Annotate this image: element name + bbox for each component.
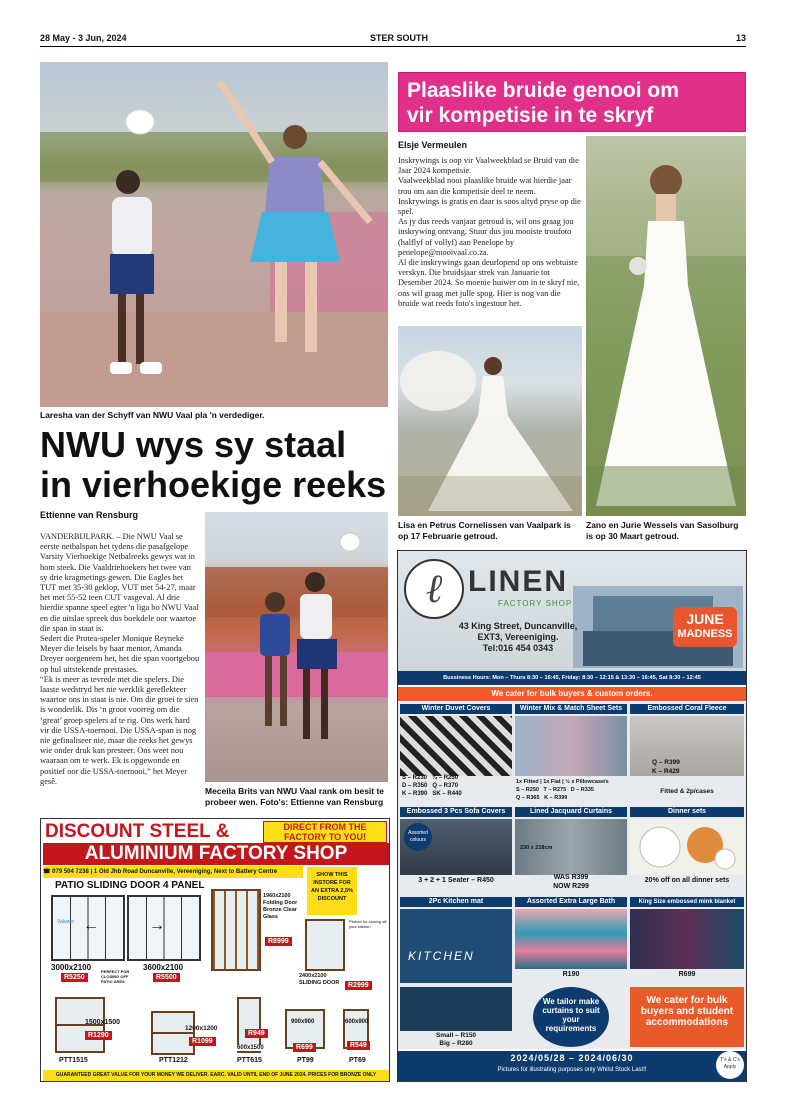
show-instore-badge: SHOW THIS INSTORE FOR AN EXTRA 2,5% DISCOUNT xyxy=(307,867,357,915)
mix-match-header: Winter Mix & Match Sheet Sets xyxy=(515,704,627,714)
fitted-label: Fitted & 2p/cases xyxy=(660,788,714,795)
bath-price: R190 xyxy=(562,971,580,978)
direct-box xyxy=(263,821,387,843)
patio-door-3000 xyxy=(51,895,125,961)
dinner-discount: 20% off on all dinner sets xyxy=(644,877,730,884)
window-1212-size: 1200x1200 xyxy=(185,1025,218,1032)
perfect-kitchen: Perfect for closing off your kitchen xyxy=(349,919,387,929)
netball-byline: Ettienne van Rensburg xyxy=(40,510,139,520)
brides-headline-line2: vir kompetisie in te skryf xyxy=(407,104,654,127)
brides-paragraph-2: Vaalweekblad nooi plaaslike bruide wat hierdie jaar trou om aan die kompetisie deel te neem. xyxy=(398,176,572,196)
folding-price: R8999 xyxy=(265,937,292,946)
window-615-size: 600x1500 xyxy=(237,1045,264,1051)
coral-fleece-header: Embossed Coral Fleece xyxy=(630,704,744,714)
sheet-image xyxy=(515,716,627,776)
steel-footer: GUARANTEED GREAT VALUE FOR YOUR MONEY WE DELIVER. EARC. VALID UNTIL END OF JUNE 2024. PRICES FOR BRONZE ONLY xyxy=(43,1070,389,1081)
folding-desc: 1960x2100 Folding Door Bronze Clear Glass xyxy=(263,893,298,920)
kitchen-mat-image xyxy=(400,909,512,983)
netball-photo-1-caption: Laresha van der Schyff van NWU Vaal pla 'n verdediger. xyxy=(40,410,265,420)
folding-door xyxy=(211,889,261,971)
brides-headline-box xyxy=(398,72,746,132)
fleece-prices: Q – R399 K – R429 xyxy=(652,759,680,775)
linen-tel: Tel:016 454 0343 xyxy=(482,643,554,653)
blanket-image xyxy=(630,909,744,969)
header-rule xyxy=(40,46,746,47)
brides-paragraph-3: Inskrywings is gratis en daar is soos altyd pryse op die spel. xyxy=(398,196,581,217)
price-3600: R5500 xyxy=(153,973,180,982)
window-615-price: R949 xyxy=(245,1029,268,1038)
issue-date: 28 May - 3 Jun, 2024 xyxy=(40,33,127,43)
brides-article-body xyxy=(398,156,581,324)
bride-photo-lisa xyxy=(398,326,582,516)
curtain-was: WAS R399 xyxy=(553,874,589,881)
promo-dates: 2024/05/28 – 2024/06/30 xyxy=(510,1053,634,1063)
kitchen-mat-image-2 xyxy=(400,987,512,1031)
brides-paragraph-4: As jy dus reeds vanjaar getroud is, wil ons graag jou inskrywing ontvang. Stuur dus jou mooiste troufoto (halflyf of vollyf) aan Penelope by penelope@mooivaal.co.za. xyxy=(398,217,574,257)
arrow-right-icon: → xyxy=(149,917,165,934)
linen-address-line2: EXT3, Vereeniging. xyxy=(477,632,559,642)
fleece-image xyxy=(630,716,744,776)
window-1212-code: PTT1212 xyxy=(159,1057,188,1064)
direct-line2: FACTORY TO YOU! xyxy=(283,832,366,842)
june-madness-badge xyxy=(673,607,737,647)
linen-row-3 xyxy=(398,897,746,987)
linen-banner xyxy=(398,551,746,671)
sliding-price: R2999 xyxy=(345,981,372,990)
netball-paragraph-2: Sedert die Protea-speler Monique Reyneke Meyer die leisels by haar mentor, Amanda Dreyer oorgeneem het, het die span voortgebou op hul uitstekende prestasies. xyxy=(40,634,200,674)
window-69-code: PT69 xyxy=(349,1057,366,1064)
page-header xyxy=(40,33,746,45)
sofa-price: 3 + 2 + 1 Seater – R450 xyxy=(418,877,494,884)
netball-photo-2 xyxy=(205,512,388,782)
dinner-image xyxy=(630,819,744,875)
tcs-apply: T's & C's Apply xyxy=(716,1051,744,1079)
linen-row-2 xyxy=(398,807,746,897)
june-label: JUNE xyxy=(686,611,724,627)
illustrative-note: Pictures for illustrating purposes only Whilst Stock Last!! xyxy=(497,1067,647,1073)
dinner-plates-icon xyxy=(630,819,744,875)
arrow-left-icon: ← xyxy=(83,917,99,934)
winter-duvet-header: Winter Duvet Covers xyxy=(400,704,512,714)
linen-logo: ℓ xyxy=(404,559,464,619)
netball-photo-2-caption: Meceila Brits van NWU Vaal rank om besit te probeer wen. Foto's: Ettienne van Rensburg xyxy=(205,786,385,807)
brides-paragraph-5: Al die inskrywings gaan deurlopend op ons webtuiste verskyn. Die bruidsjaar strek van Januarie tot Desember 2024. So moenie huiwer om in te skryf nie, ons wil graag met julle spog. Hier is nog van die bruide wat reeds foto's ingestuur het. xyxy=(398,258,580,308)
linen-logo-name: LINEN xyxy=(468,565,568,598)
bath-sheets-image xyxy=(515,909,627,969)
steel-phone: 079 504 7238 xyxy=(52,869,89,875)
brides-byline: Elsje Vermeulen xyxy=(398,140,468,150)
assorted-badge: Assorted colours xyxy=(404,823,432,851)
tailor-badge: We tailor make curtains to suit your requirements xyxy=(533,987,609,1047)
window-69-price: R549 xyxy=(347,1041,370,1050)
steel-title-2: ALUMINIUM FACTORY SHOP xyxy=(43,843,389,865)
netball-photo-1 xyxy=(40,62,388,407)
sliding-door xyxy=(305,919,345,971)
kitchen-mat-word: KITCHEN xyxy=(408,949,475,963)
window-99-price: R699 xyxy=(293,1043,316,1052)
direct-line1: DIRECT FROM THE xyxy=(283,822,367,832)
sheet-prices: 1x Fitted | 1x Flat | ½ x Pillowcase/s S – R250 T – R275 D – R335 Q – R365 K – R399 xyxy=(516,779,609,801)
size-3000: 3000x2100 xyxy=(51,963,92,972)
linen-row-4 xyxy=(398,987,746,1049)
size-3600: 3600x2100 xyxy=(143,963,184,972)
linen-logo-sub: FACTORY SHOP xyxy=(498,599,573,608)
curtain-now: NOW R299 xyxy=(553,883,589,890)
mink-blanket-header: King Size embossed mink blanket xyxy=(630,897,744,907)
mat-prices: Small – R150 Big – R280 xyxy=(435,1032,477,1047)
curtain-size: 230 x 218cm xyxy=(520,845,553,851)
jacquard-curtains-header: Lined Jacquard Curtains xyxy=(515,807,627,817)
netball-article-body xyxy=(40,532,200,804)
phone-icon: ☎ xyxy=(43,869,51,875)
curtain-was-now xyxy=(515,873,627,891)
linen-address xyxy=(428,621,608,654)
price-3000: R5250 xyxy=(61,973,88,982)
steel-title-1: DISCOUNT STEEL & xyxy=(45,821,230,842)
blanket-price: R699 xyxy=(678,971,696,978)
linen-address-line1: 43 King Street, Duncanville, xyxy=(458,621,578,631)
kitchen-mat-header: 2Pc Kitchen mat xyxy=(400,897,512,907)
netball-paragraph-3: “Ek is meer as tevrede met die spelers. Die laaste wedstryd het nie werklik gereflekteer waartoe ons in staat is nie. Om die groei te sien is wonderlik. Dis ‘n groot voorreg om die ‘great’ groep spelers af te rig. Ons werk hard vir die USSA-toernooi. Die USSA-span is nog nie gefinaliseer nie, maar die reeks het gewys wie onder druk kan presteer. Ons weet nou waaraan om te werk. Ek is opgewonde en positief oor die USSA-toernooi,” het Meyer gesê. xyxy=(40,674,199,786)
window-99-size: 900x900 xyxy=(291,1019,315,1025)
linen-footer xyxy=(398,1051,746,1081)
linen-bulk-banner: We cater for bulk buyers & custom orders. xyxy=(398,687,746,701)
duvet-prices: S – R230 ¾ – R250 D – R350 Q – R370 K – R390 SK – R440 xyxy=(402,775,462,797)
duvet-image xyxy=(400,716,512,776)
netball-headline-line1: NWU wys sy staal xyxy=(40,424,347,465)
perfect-patio: PERFECT FOR CLOSING OFF PATIO AREA xyxy=(101,969,130,984)
steel-address: 1 Old Jhb Road Duncanville, Vereeniging, Next to Battery Centre xyxy=(93,869,278,875)
bride-photo-zano xyxy=(586,136,746,516)
brides-headline-line1: Plaaslike bruide genooi om xyxy=(407,79,679,102)
patio-door-3600 xyxy=(127,895,201,961)
brides-paragraph-1: Inskrywings is oop vir Vaalweekblad se Bruid van die Jaar 2024 kompetisie. xyxy=(398,156,579,176)
window-69-size: 600x900 xyxy=(345,1019,369,1025)
valuwin-logo: Valuwin xyxy=(57,919,75,925)
bath-sheets-header: Assorted Extra Large Bath xyxy=(515,897,627,907)
dinner-sets-header: Dinner sets xyxy=(630,807,744,817)
linen-row-1 xyxy=(398,702,746,807)
netball-paragraph-1: VANDERBIJLPARK. – Die NWU Vaal se eerste netbalspan het tydens die pasafgelope Varsity Vierhoekige Netbalreeks gewys wat in hom steek. Die Vaaldriehoekers het twee van sy drie kragmetings gewen. Die Eagles het TUT met 35-30 geklop, VUT met 54-27, maar het met 55-52 teen CUT vasgeval. Al drie hierdie spanne speel egter 'n liga bo NWU Vaal en die uitslae spreek dus boekdele oor waartoe die span in staat is. xyxy=(40,532,199,633)
patio-heading: PATIO SLIDING DOOR 4 PANEL xyxy=(55,880,205,891)
window-615-code: PTT615 xyxy=(237,1057,262,1064)
page-number: 13 xyxy=(735,33,746,43)
netball-headline-line2: in vierhoekige reeks xyxy=(40,464,387,505)
window-99-code: PT99 xyxy=(297,1057,314,1064)
sofa-covers-header: Embossed 3 Pcs Sofa Covers xyxy=(400,807,512,817)
window-1212 xyxy=(151,1011,195,1055)
linen-hours: Bussiness Hours: Mon – Thurs 8:30 – 16:45, Friday: 8:30 – 12:15 & 13:30 – 16:45, Sat 8:30 – 12:45 xyxy=(398,671,746,685)
window-1515-size: 1500x1500 xyxy=(85,1019,121,1026)
linen-factory-shop-ad xyxy=(397,550,747,1082)
window-1515-code: PTT1515 xyxy=(59,1057,88,1064)
publication-name: STER SOUTH xyxy=(370,33,429,43)
netball-headline xyxy=(40,425,390,505)
bride-photo-zano-caption: Zano en Jurie Wessels van Sasolburg is op 30 Maart getroud. xyxy=(586,520,739,541)
window-1515-price: R1290 xyxy=(85,1031,112,1040)
discount-steel-ad xyxy=(40,818,390,1082)
window-1212-price: R1099 xyxy=(189,1037,216,1046)
sliding-desc: 2400x2100 SLIDING DOOR xyxy=(299,973,340,986)
steel-contact-bar: ☎ 079 504 7238 | 1 Old Jhb Road Duncanville, Vereeniging, Next to Battery Centre xyxy=(43,866,303,878)
madness-label: MADNESS xyxy=(677,628,733,640)
bride-photo-lisa-caption: Lisa en Petrus Cornelissen van Vaalpark is op 17 Februarie getroud. xyxy=(398,520,571,541)
cater-box: We cater for bulk buyers and student accommodations xyxy=(630,987,744,1047)
